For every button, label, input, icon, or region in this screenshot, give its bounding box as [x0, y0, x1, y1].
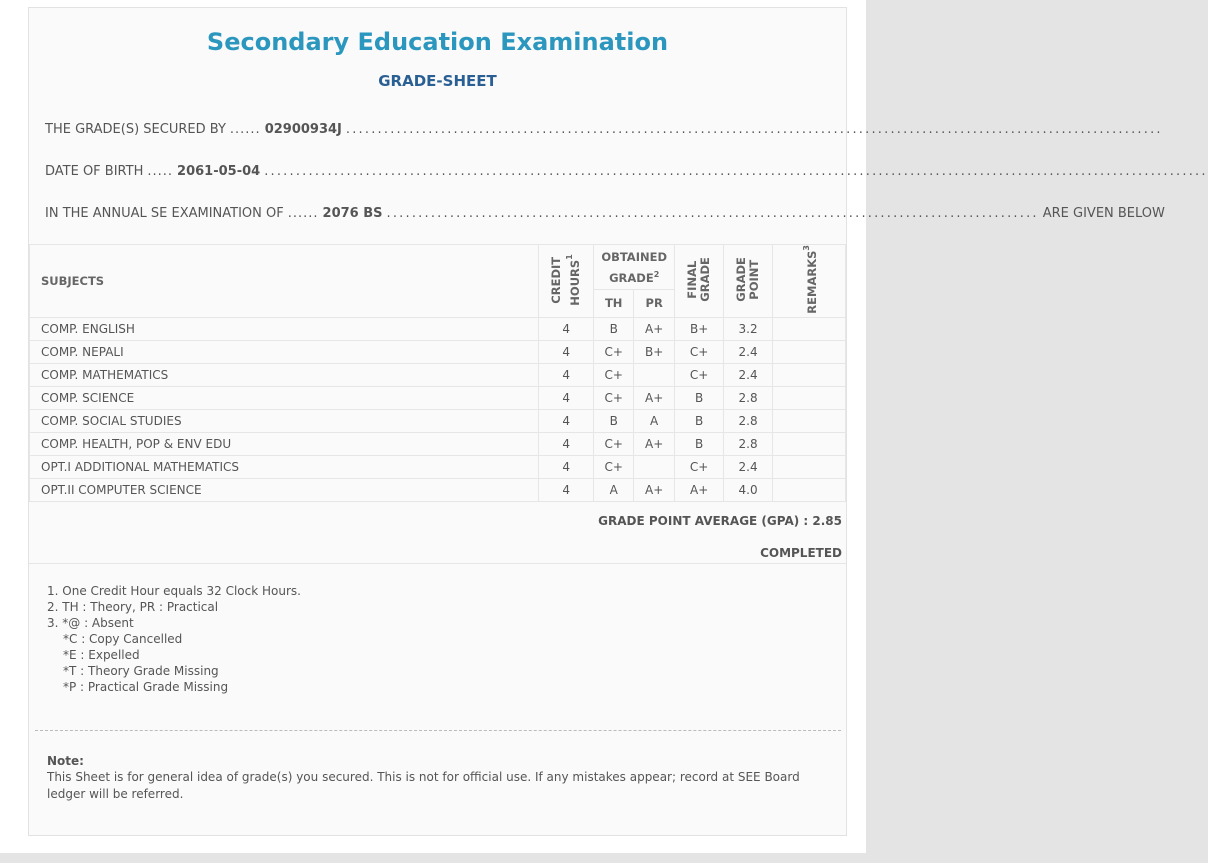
- credit-hours-header: CREDIT HOURS$^1$: [539, 245, 594, 318]
- date-of-birth: 2061-05-04: [177, 164, 261, 179]
- pr-cell: B+: [634, 340, 675, 363]
- exam-year: 2076 BS: [322, 206, 383, 221]
- footnote-item: *C : Copy Cancelled: [63, 632, 183, 646]
- pr-cell: A+: [634, 317, 675, 340]
- subject-cell: COMP. SOCIAL STUDIES: [30, 409, 539, 432]
- subject-cell: COMP. ENGLISH: [30, 317, 539, 340]
- grade-point-header: GRADE POINT: [724, 245, 773, 318]
- th-header: TH: [594, 290, 634, 318]
- final-grade-cell: B: [675, 409, 724, 432]
- remarks-cell: [773, 340, 846, 363]
- subject-cell: COMP. HEALTH, POP & ENV EDU: [30, 432, 539, 455]
- table-row: [30, 386, 846, 409]
- grade-point-cell: 2.8: [724, 409, 773, 432]
- th-cell: C+: [594, 386, 634, 409]
- pr-cell: [634, 455, 675, 478]
- remarks-cell: [773, 478, 846, 501]
- remarks-header: REMARKS$^3$: [773, 245, 846, 318]
- note-title: Note:: [47, 754, 84, 768]
- th-cell: B: [594, 409, 634, 432]
- table-row: [30, 317, 846, 340]
- table-row: [30, 340, 846, 363]
- grades-table: [29, 244, 846, 502]
- grade-point-cell: 2.4: [724, 363, 773, 386]
- credit-cell: 4: [539, 455, 594, 478]
- table-row: [30, 363, 846, 386]
- subject-cell: COMP. NEPALI: [30, 340, 539, 363]
- credit-cell: 4: [539, 363, 594, 386]
- credit-cell: 4: [539, 340, 594, 363]
- grade-sheet: [28, 7, 1208, 836]
- th-cell: C+: [594, 432, 634, 455]
- footnote-item: *P : Practical Grade Missing: [63, 680, 229, 694]
- dob-line: DATE OF BIRTH ..... 2061-05-04 .....................................................................................................................................................: [45, 164, 1208, 179]
- remarks-cell: [773, 455, 846, 478]
- status-text: COMPLETED: [760, 546, 842, 560]
- th-cell: C+: [594, 363, 634, 386]
- pr-cell: A+: [634, 432, 675, 455]
- pr-cell: A: [634, 409, 675, 432]
- gpa-summary: GRADE POINT AVERAGE (GPA) : 2.85: [598, 514, 842, 528]
- subject-cell: COMP. SCIENCE: [30, 386, 539, 409]
- pr-cell: A+: [634, 478, 675, 501]
- footnote-item: *E : Expelled: [63, 648, 140, 662]
- table-row: [30, 432, 846, 455]
- symbol-number: 02900934J: [264, 122, 342, 137]
- note-text: This Sheet is for general idea of grade(s) you secured. This is not for official use. If any mistakes appear; record at SEE Board ledger will be referred.: [47, 770, 800, 801]
- exam-title: Secondary Education Examination: [206, 28, 669, 56]
- th-cell: A: [594, 478, 634, 501]
- final-grade-cell: C+: [675, 455, 724, 478]
- subject-cell: OPT.II COMPUTER SCIENCE: [30, 478, 539, 501]
- grade-point-cell: 2.4: [724, 340, 773, 363]
- remarks-cell: [773, 432, 846, 455]
- dob-label: DATE OF BIRTH: [45, 164, 144, 179]
- final-grade-header: FINAL GRADE: [675, 245, 724, 318]
- pr-cell: [634, 363, 675, 386]
- th-cell: B: [594, 317, 634, 340]
- secured-by-label: THE GRADE(S) SECURED BY: [45, 122, 226, 137]
- remarks-cell: [773, 363, 846, 386]
- credit-cell: 4: [539, 478, 594, 501]
- grade-sheet-subtitle: GRADE-SHEET: [378, 72, 497, 90]
- dashed-divider: [35, 730, 841, 731]
- grade-point-cell: 4.0: [724, 478, 773, 501]
- remarks-cell: [773, 386, 846, 409]
- th-cell: C+: [594, 455, 634, 478]
- subjects-header: SUBJECTS: [30, 245, 539, 318]
- exam-line: IN THE ANNUAL SE EXAMINATION OF ...... 2076 BS ....................................................................................................... ARE GIVEN BELOW: [45, 206, 1165, 221]
- footnote-item: 1. One Credit Hour equals 32 Clock Hours.: [47, 584, 301, 598]
- footnote-item: *T : Theory Grade Missing: [63, 664, 219, 678]
- pr-header: PR: [634, 290, 675, 318]
- final-grade-cell: C+: [675, 340, 724, 363]
- grade-point-cell: 2.8: [724, 432, 773, 455]
- table-row: [30, 409, 846, 432]
- grade-point-cell: 2.8: [724, 386, 773, 409]
- footnote-item: 2. TH : Theory, PR : Practical: [47, 600, 219, 614]
- divider: [29, 563, 846, 564]
- th-cell: C+: [594, 340, 634, 363]
- pr-cell: A+: [634, 386, 675, 409]
- table-row: [30, 478, 846, 501]
- remarks-cell: [773, 409, 846, 432]
- credit-cell: 4: [539, 409, 594, 432]
- footnotes: [47, 583, 301, 695]
- final-grade-cell: C+: [675, 363, 724, 386]
- credit-cell: 4: [539, 317, 594, 340]
- final-grade-cell: B+: [675, 317, 724, 340]
- final-grade-cell: B: [675, 432, 724, 455]
- credit-cell: 4: [539, 432, 594, 455]
- grade-point-cell: 3.2: [724, 317, 773, 340]
- exam-label: IN THE ANNUAL SE EXAMINATION OF: [45, 206, 284, 221]
- remarks-cell: [773, 317, 846, 340]
- footnote-item: 3. *@ : Absent: [47, 616, 134, 630]
- credit-cell: 4: [539, 386, 594, 409]
- exam-tail: ARE GIVEN BELOW: [1042, 206, 1165, 221]
- table-row: [30, 455, 846, 478]
- grade-point-cell: 2.4: [724, 455, 773, 478]
- final-grade-cell: B: [675, 386, 724, 409]
- final-grade-cell: A+: [675, 478, 724, 501]
- obtained-grade-header: OBTAINED GRADE$^2$: [594, 245, 675, 290]
- subject-cell: COMP. MATHEMATICS: [30, 363, 539, 386]
- secured-by-line: THE GRADE(S) SECURED BY ...... 02900934J .................................................................................................................................: [45, 122, 1163, 137]
- subject-cell: OPT.I ADDITIONAL MATHEMATICS: [30, 455, 539, 478]
